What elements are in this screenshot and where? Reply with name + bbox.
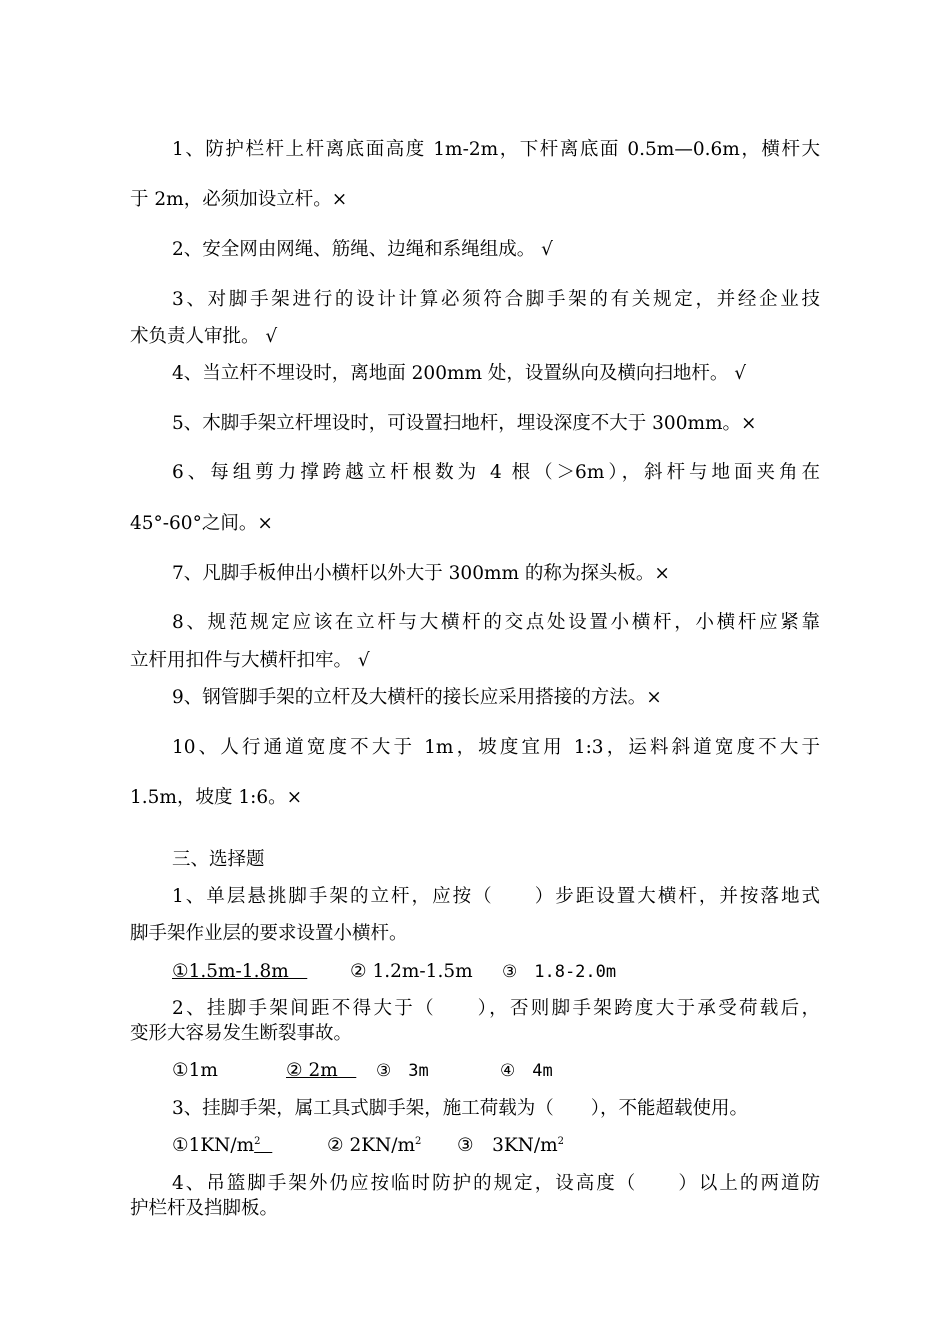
judgement-q1-line1: 1、防护栏杆上杆离底面高度 1m-2m，下杆离底面 0.5m—0.6m，横杆大 <box>172 139 820 160</box>
judgement-q1-line2: 于 2m，必须加设立杆。× <box>130 189 348 210</box>
judgement-q2: 2、安全网由网绳、筋绳、边绳和系绳组成。 √ <box>172 239 553 260</box>
section-title: 三、选择题 <box>172 849 265 870</box>
judgement-q10-line1: 10、人行通道宽度不大于 1m，坡度宜用 1:3，运料斜道宽度不大于 <box>172 737 820 758</box>
unit-exponent: 2 <box>415 1135 422 1147</box>
choice-q2-options <box>172 1058 820 1084</box>
choice-q2-line2: 变形大容易发生断裂事故。 <box>130 1023 353 1044</box>
choice-q1-line2: 脚手架作业层的要求设置小横杆。 <box>130 923 408 944</box>
choice-q4-line1: 4、吊篮脚手架外仍应按临时防护的规定，设高度（ ）以上的两道防 <box>172 1173 820 1194</box>
judgement-q5: 5、木脚手架立杆埋设时，可设置扫地杆，埋设深度不大于 300mm。× <box>172 413 757 434</box>
choice-q1-option-1: ①1.5m-1.8m <box>172 961 308 982</box>
choice-q3-option-1 <box>172 1133 327 1159</box>
choice-q2-line1: 2、挂脚手架间距不得大于（ ），否则脚手架跨度大于承受荷载后， <box>172 998 820 1019</box>
choice-q2-option-4: ④ 4m <box>500 1061 553 1081</box>
judgement-q7: 7、凡脚手板伸出小横杆以外大于 300mm 的称为探头板。× <box>172 563 670 584</box>
judgement-q8-line2: 立杆用扣件与大横杆扣牢。 √ <box>130 650 370 671</box>
choice-q1-options <box>172 959 820 985</box>
judgement-q6-line1: 6、每组剪力撑跨越立杆根数为 4 根（＞6m），斜杆与地面夹角在 <box>172 462 820 483</box>
choice-q1-option-2: ② 1.2m-1.5m <box>350 961 473 982</box>
choice-q3-option-3-text: ③ 3KN/m <box>457 1135 558 1156</box>
unit-exponent: 2 <box>557 1135 565 1147</box>
choice-q2-option-1: ①1m <box>172 1060 218 1081</box>
choice-q3-line: 3、挂脚手架，属工具式脚手架，施工荷载为（ ），不能超载使用。 <box>172 1098 749 1119</box>
choice-q3-option-2 <box>327 1133 457 1159</box>
choice-q2-option-2: ② 2m <box>286 1060 357 1081</box>
choice-q3-option-2-text: ② 2KN/m <box>327 1135 416 1156</box>
judgement-q9: 9、钢管脚手架的立杆及大横杆的接长应采用搭接的方法。× <box>172 687 662 708</box>
judgement-q6-line2: 45°-60°之间。× <box>130 513 273 534</box>
choice-q4-line2: 护栏杆及挡脚板。 <box>130 1198 279 1219</box>
choice-q1-line1: 1、单层悬挑脚手架的立杆，应按（ ）步距设置大横杆，并按落地式 <box>172 886 820 907</box>
judgement-q10-line2: 1.5m，坡度 1:6。× <box>130 787 303 808</box>
judgement-q3-line2: 术负责人审批。 √ <box>130 326 278 347</box>
judgement-q8-line1: 8、规范规定应该在立杆与大横杆的交点处设置小横杆，小横杆应紧靠 <box>172 612 820 633</box>
choice-q3-option-3 <box>457 1133 564 1159</box>
judgement-q4: 4、当立杆不埋设时，离地面 200mm 处，设置纵向及横向扫地杆。 √ <box>172 363 747 384</box>
judgement-q3-line1: 3、对脚手架进行的设计计算必须符合脚手架的有关规定，并经企业技 <box>172 289 820 310</box>
choice-q2-option-3: ③ 3m <box>376 1061 429 1081</box>
choice-q3-option-1-text: ①1KN/m <box>172 1135 255 1156</box>
unit-exponent: 2 <box>254 1135 261 1147</box>
choice-q1-option-3: ③ 1.8-2.0m <box>502 962 617 982</box>
choice-q3-options <box>172 1133 820 1159</box>
